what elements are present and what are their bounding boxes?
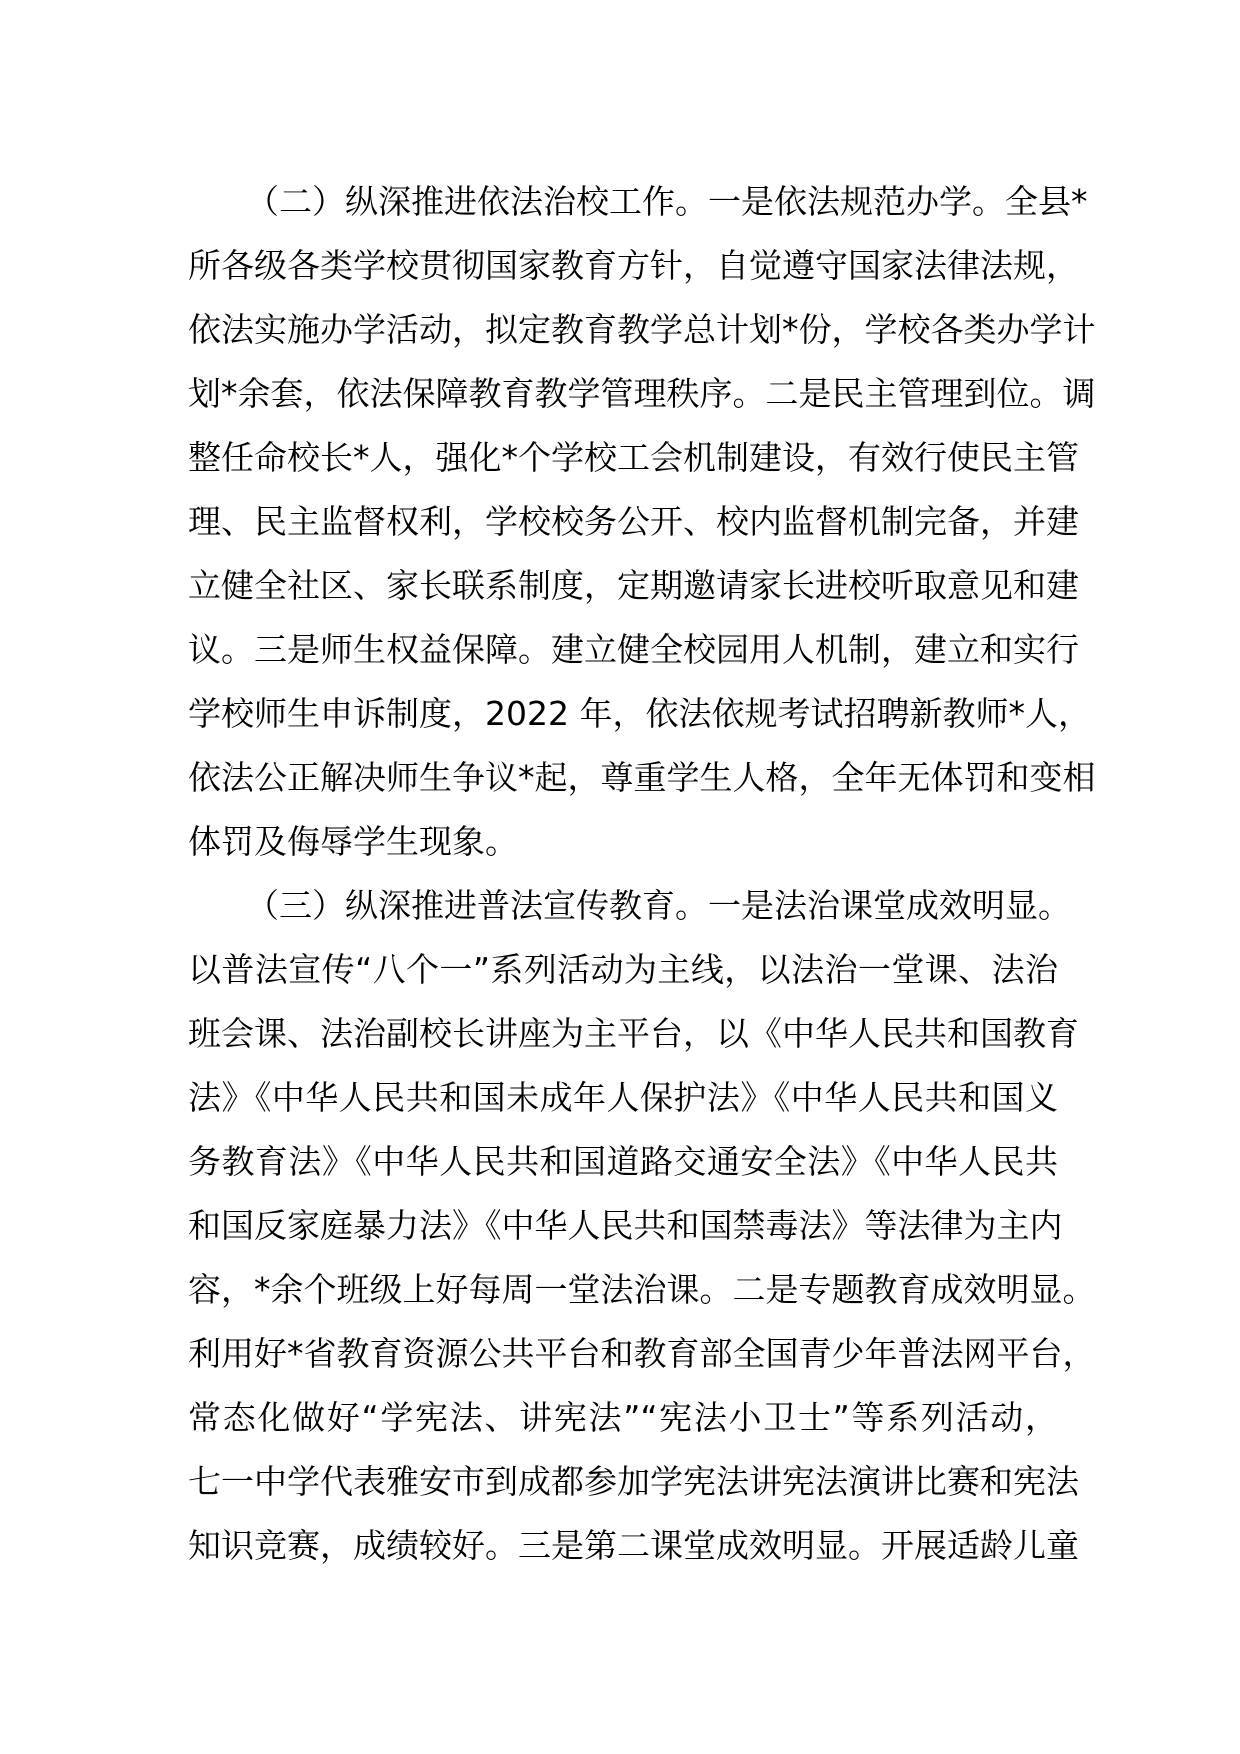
paragraph-line: 利用好*省教育资源公共平台和教育部全国青少年普法网平台， (188, 1334, 1096, 1373)
paragraph-line: 常态化做好“学宪法、讲宪法”“宪法小卫士”等系列活动， (188, 1398, 1058, 1437)
paragraph-line: 体罚及侮辱学生现象。 (188, 822, 518, 861)
paragraph-line: 班会课、法治副校长讲座为主平台，以《中华人民共和国教育 (188, 1014, 1079, 1053)
paragraph-line: 容，*余个班级上好每周一堂法治课。二是专题教育成效明显。 (188, 1270, 1096, 1309)
paragraph-line: 依法实施办学活动，拟定教育教学总计划*份，学校各类办学计 (188, 310, 1096, 349)
paragraph-line: 划*余套，依法保障教育教学管理秩序。二是民主管理到位。调 (188, 374, 1096, 413)
paragraph-line: （二）纵深推进依法治校工作。一是依法规范办学。全县* (246, 182, 1088, 221)
paragraph-line: 务教育法》《中华人民共和国道路交通安全法》《中华人民共 (188, 1142, 1058, 1181)
paragraph-line: 依法公正解决师生争议*起，尊重学生人格，全年无体罚和变相 (188, 758, 1096, 797)
paragraph-rule-of-law-schools (188, 170, 1096, 874)
paragraph-line: （三）纵深推进普法宣传教育。一是法治课堂成效明显。 (246, 886, 1071, 925)
paragraph-line: 整任命校长*人，强化*个学校工会机制建设，有效行使民主管 (188, 438, 1079, 477)
paragraph-line: 七一中学代表雅安市到成都参加学宪法讲宪法演讲比赛和宪法 (188, 1462, 1079, 1501)
document-body (188, 170, 1096, 1578)
paragraph-line: 议。三是师生权益保障。建立健全校园用人机制，建立和实行 (188, 630, 1079, 669)
paragraph-line: 和国反家庭暴力法》《中华人民共和国禁毒法》等法律为主内 (188, 1206, 1063, 1245)
paragraph-line: 法》《中华人民共和国未成年人保护法》《中华人民共和国义 (188, 1078, 1058, 1117)
paragraph-line: 学校师生申诉制度，2022 年，依法依规考试招聘新教师*人， (188, 694, 1091, 733)
paragraph-line: 所各级各类学校贯彻国家教育方针，自觉遵守国家法律法规， (188, 246, 1079, 285)
paragraph-line: 以普法宣传“八个一”系列活动为主线，以法治一堂课、法治 (188, 950, 1058, 989)
paragraph-line: 知识竞赛，成绩较好。三是第二课堂成效明显。开展适龄儿童 (188, 1526, 1079, 1565)
paragraph-line: 理、民主监督权利，学校校务公开、校内监督机制完备，并建 (188, 502, 1079, 541)
paragraph-legal-education (188, 874, 1096, 1578)
paragraph-line: 立健全社区、家长联系制度，定期邀请家长进校听取意见和建 (188, 566, 1079, 605)
